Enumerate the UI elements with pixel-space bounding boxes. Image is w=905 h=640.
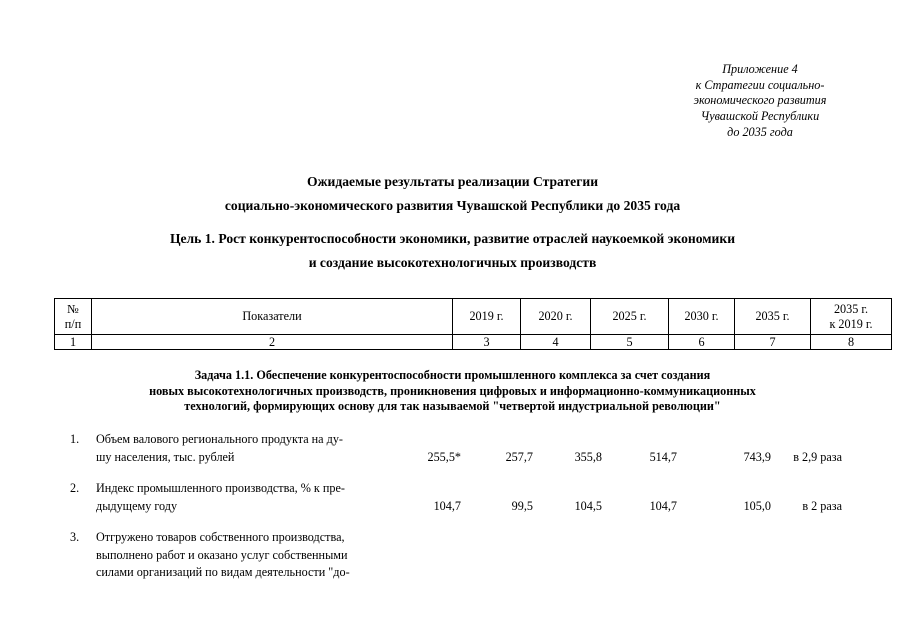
row-indicator-line: дыдущему году (96, 498, 178, 513)
header-cell-2019: 2019 г. (453, 299, 521, 335)
task-heading (0, 368, 905, 415)
goal-heading-line: и создание высокотехнологичных производств (308, 255, 597, 270)
appendix-line: к Стратегии социально- (695, 77, 825, 92)
document-title-line: Ожидаемые результаты реализации Стратегии (306, 174, 599, 189)
header-num-line: № (67, 301, 79, 316)
document-title-line: социально-экономического развития Чувашской Республики до 2035 года (224, 198, 681, 213)
indicators-table-header (54, 298, 892, 350)
column-number-cell: 2 (92, 335, 453, 350)
row-indicator (96, 529, 390, 582)
goal-heading-line: Цель 1. Рост конкурентоспособности экономики, развитие отраслей наукоемкой экономики (169, 231, 736, 246)
column-number-row (55, 335, 892, 350)
appendix-note (660, 62, 860, 141)
header-cell-2035: 2035 г. (735, 299, 811, 335)
value-2035: 743,9 (743, 449, 771, 464)
header-cell-indicators: Показатели (92, 299, 453, 335)
row-indicator (96, 480, 390, 515)
column-number-cell: 4 (521, 335, 591, 350)
column-number-cell: 1 (55, 335, 92, 350)
column-number-cell: 5 (591, 335, 669, 350)
value-2035: 105,0 (743, 498, 771, 513)
appendix-line: Приложение 4 (722, 62, 798, 76)
task-heading-line: технологий, формирующих основу для так называемой "четвертой индустриальной революции" (184, 399, 721, 414)
header-ratio-line: 2035 г. (833, 301, 869, 316)
value-2025: 104,5 (574, 498, 602, 513)
value-2025: 355,8 (574, 449, 602, 464)
row-indicator-line: Отгружено товаров собственного производства, (96, 530, 345, 544)
row-number: 2. (70, 481, 80, 495)
header-cell-ratio (811, 299, 892, 335)
column-number-cell: 3 (453, 335, 521, 350)
header-cell-2025: 2025 г. (591, 299, 669, 335)
row-indicator-line: шу населения, тыс. рублей (96, 449, 235, 464)
header-cell-2030: 2030 г. (669, 299, 735, 335)
value-2019: 255,5* (427, 449, 461, 464)
header-ratio-line: к 2019 г. (829, 316, 873, 331)
header-cell-num (55, 299, 92, 335)
header-row (55, 299, 892, 335)
document-title (0, 170, 905, 218)
goal-heading (0, 227, 905, 275)
appendix-line: экономического развития (693, 93, 827, 108)
row-indicator-line: силами организаций по видам деятельности "до- (96, 565, 350, 579)
value-2030: 104,7 (649, 498, 677, 513)
header-cell-2020: 2020 г. (521, 299, 591, 335)
value-2030: 514,7 (649, 449, 677, 464)
value-2020: 257,7 (505, 449, 533, 464)
appendix-line: до 2035 года (727, 124, 793, 139)
value-ratio: в 2 раза (802, 498, 842, 513)
task-heading-line: Задача 1.1. Обеспечение конкурентоспособности промышленного комплекса за счет создания (194, 368, 711, 382)
value-ratio: в 2,9 раза (793, 449, 842, 464)
value-2020: 99,5 (511, 498, 533, 513)
row-indicator-line: Индекс промышленного производства, % к пре- (96, 481, 345, 495)
row-indicator (96, 431, 390, 466)
header-num-line: п/п (64, 316, 82, 331)
row-indicator-line: выполнено работ и оказано услуг собственными (96, 547, 348, 562)
column-number-cell: 6 (669, 335, 735, 350)
row-number: 1. (70, 432, 80, 446)
column-number-cell: 8 (811, 335, 892, 350)
column-number-cell: 7 (735, 335, 811, 350)
row-number: 3. (70, 530, 80, 544)
appendix-line: Чувашской Республики (700, 109, 820, 124)
value-2019: 104,7 (433, 498, 461, 513)
task-heading-line: новых высокотехнологичных производств, проникновения цифровых и информационно-коммуникационных (149, 383, 756, 398)
row-indicator-line: Объем валового регионального продукта на ду- (96, 432, 343, 446)
